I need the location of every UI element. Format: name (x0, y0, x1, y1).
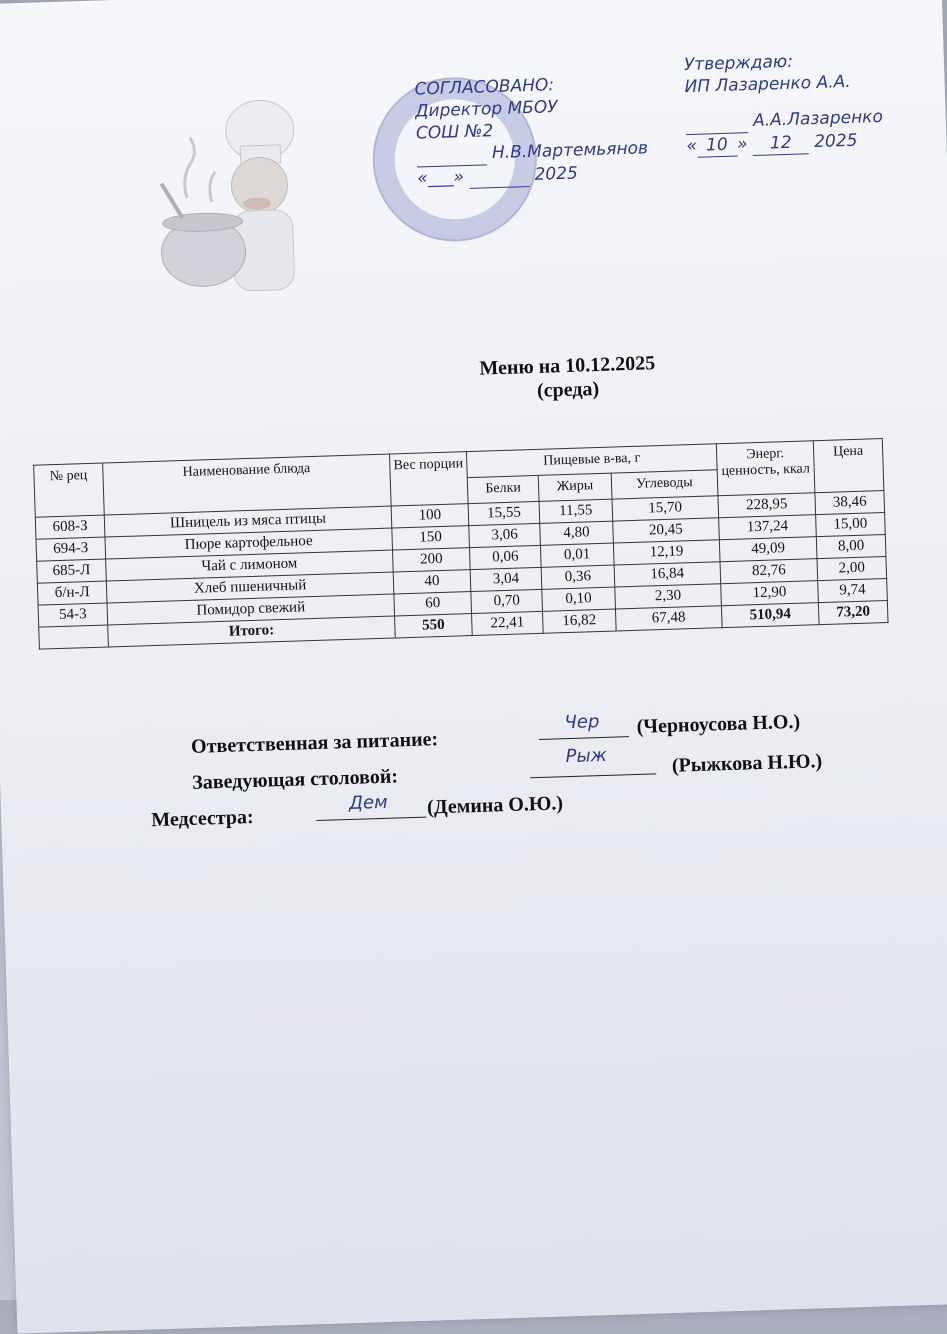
header-fat: Жиры (538, 473, 611, 501)
cell-carbs: 15,70 (612, 496, 719, 521)
responsible-role-2: Заведующая столовой: (191, 765, 399, 794)
responsible-name-1: (Черноусова Н.О.) (636, 710, 801, 738)
cell-carbs: 16,84 (614, 562, 721, 587)
approval-right-year: 2025 (813, 130, 858, 153)
header-name: Наименование блюда (103, 454, 391, 515)
responsible-name-2: (Рыжкова Н.Ю.) (671, 750, 823, 777)
approval-left-block (414, 69, 707, 190)
cell-carbs: 20,45 (612, 518, 719, 543)
signature-line (316, 817, 426, 821)
cell-protein: 0,06 (469, 545, 541, 569)
cell-fat: 0,36 (541, 565, 614, 589)
total-fat: 16,82 (543, 609, 616, 633)
menu-title-block (357, 347, 778, 408)
approval-right-signer: А.А.Лазаренко (752, 106, 884, 131)
cell-fat: 11,55 (539, 499, 612, 523)
page-title: Меню на 10.12.2025 (479, 352, 656, 380)
cell-name: Пюре картофельное (105, 528, 393, 559)
cell-empty (39, 625, 109, 649)
approval-left-signer: Н.В.Мартемьянов (491, 138, 649, 164)
responsible-role-1: Ответственная за питание: (190, 728, 439, 758)
menu-table (33, 438, 888, 650)
header-nutrients: Пищевые в-ва, г (466, 444, 717, 478)
cell-energy: 82,76 (720, 559, 818, 584)
cell-weight: 200 (393, 548, 471, 572)
total-protein: 22,41 (472, 611, 544, 635)
cell-num: 54-3 (38, 603, 108, 627)
cell-weight: 150 (392, 526, 470, 550)
cell-energy: 228,95 (718, 493, 816, 518)
header-energy: Энерг. ценность, ккал (716, 441, 815, 496)
approval-left-date-prefix: «___» (417, 167, 465, 189)
cell-price: 9,74 (818, 579, 888, 603)
signature-line (416, 142, 487, 167)
chef-logo-image (138, 83, 345, 319)
signature-scrawl: Рыж (565, 744, 608, 768)
header-carbs: Углеводы (611, 470, 718, 499)
header-num: № рец (34, 463, 105, 517)
cell-weight: 100 (391, 504, 469, 528)
cell-protein: 3,04 (470, 567, 542, 591)
total-energy: 510,94 (721, 603, 819, 628)
header-weight: Вес порции (389, 452, 468, 506)
cell-weight: 40 (393, 570, 471, 594)
responsible-name-3: (Демина О.Ю.) (426, 792, 564, 819)
approval-left-line1: Директор МБОУ (414, 97, 558, 122)
cell-protein: 0,70 (471, 589, 543, 613)
table-header-row (34, 439, 883, 492)
total-price: 73,20 (818, 600, 888, 624)
approval-right-day: 10 (697, 133, 738, 157)
cell-num: 608-З (35, 515, 105, 539)
cell-num: 685-Л (37, 559, 107, 583)
cell-protein: 3,06 (469, 523, 541, 547)
cell-energy: 137,24 (719, 515, 817, 540)
cell-weight: 60 (394, 592, 472, 616)
cell-carbs: 12,19 (613, 540, 720, 565)
page-subtitle: (среда) (536, 377, 600, 402)
cell-price: 38,46 (815, 491, 885, 515)
cell-carbs: 2,30 (615, 584, 722, 609)
approval-right-block (684, 47, 927, 158)
approval-right-date-line: « 10 » 12 2025 (686, 130, 858, 157)
signature-scrawl: Дем (348, 791, 388, 814)
cell-price: 2,00 (817, 557, 887, 581)
signature-line (530, 773, 656, 778)
cell-name: Чай с лимоном (106, 550, 394, 581)
cell-price: 8,00 (816, 535, 886, 559)
signature-line (539, 736, 629, 740)
signature-line (685, 110, 748, 135)
cell-name: Хлеб пшеничный (106, 572, 394, 603)
cell-fat: 0,10 (542, 587, 615, 611)
cell-fat: 0,01 (541, 543, 614, 567)
cell-num: 694-З (36, 537, 106, 561)
approval-right-heading: Утверждаю: (683, 51, 794, 76)
responsible-role-3: Медсестра: (151, 806, 254, 832)
cell-protein: 15,55 (468, 501, 540, 525)
cell-energy: 12,90 (721, 581, 819, 606)
header-price: Цена (813, 439, 884, 493)
cell-energy: 49,09 (719, 537, 817, 562)
cell-price: 15,00 (816, 513, 886, 537)
approval-left-year: 2025 (534, 163, 579, 185)
signature-scrawl: Чер (564, 711, 600, 734)
cell-num: б/н-Л (37, 581, 107, 605)
cell-name: Помидор свежий (107, 594, 395, 625)
approval-left-heading: СОГЛАСОВАНО: (414, 75, 555, 100)
cell-fat: 4,80 (540, 521, 613, 545)
total-label: Итого: (108, 616, 396, 647)
approval-left-line2: СОШ №2 (415, 121, 494, 144)
approval-right-month: 12 (752, 131, 809, 156)
header-protein: Белки (467, 475, 539, 503)
date-month-line (469, 164, 530, 189)
total-weight: 550 (395, 614, 473, 638)
cell-name: Шницель из мяса птицы (104, 506, 392, 537)
total-carbs: 67,48 (615, 606, 722, 631)
approval-right-line1: ИП Лазаренко А.А. (684, 71, 851, 98)
